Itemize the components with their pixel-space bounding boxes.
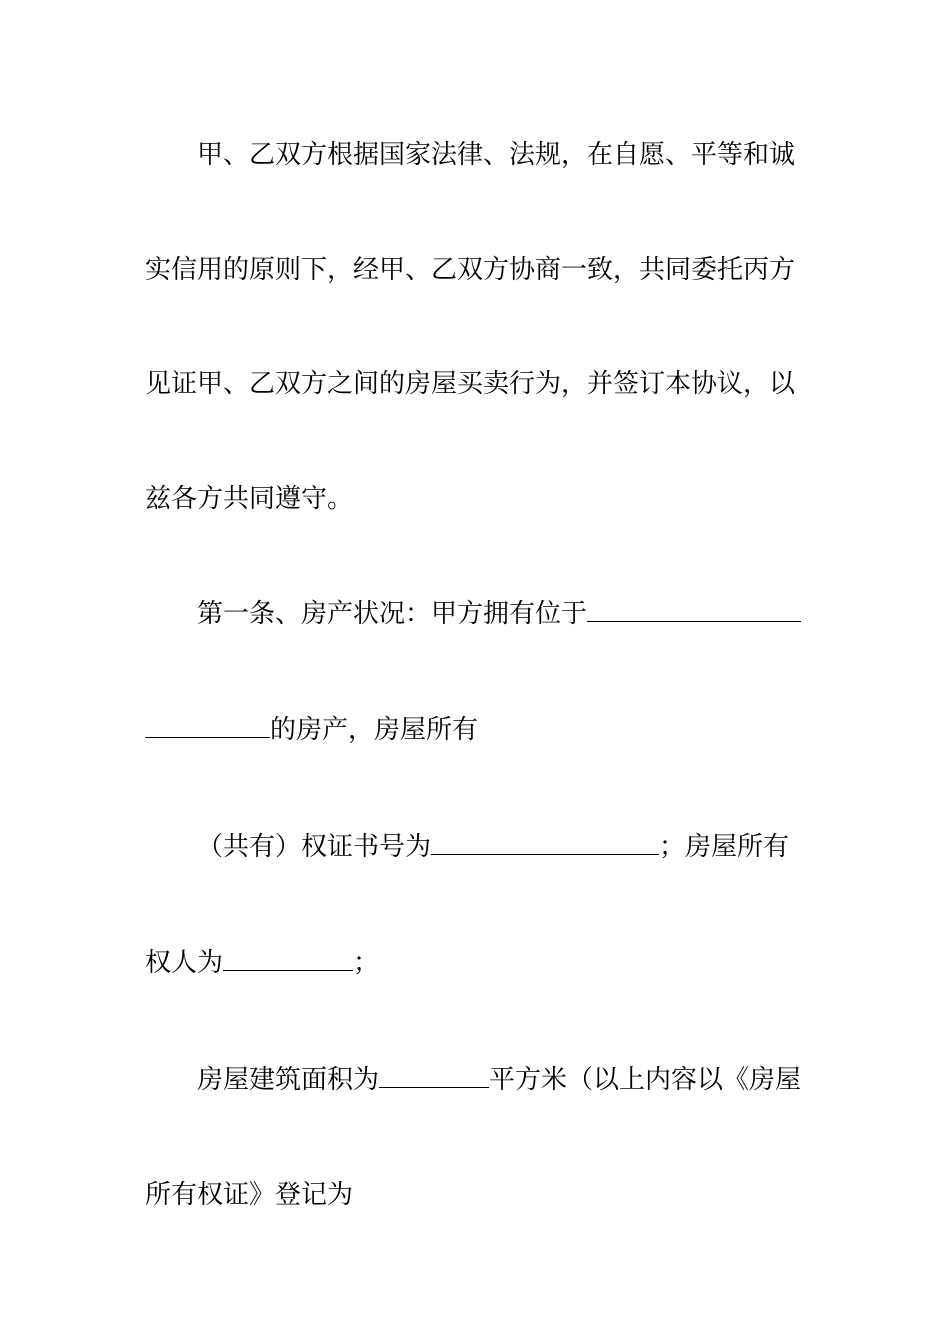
- article1-line-6: [145, 1175, 810, 1215]
- article1-text: 房屋建筑面积为: [197, 1065, 380, 1095]
- line-text: 甲、乙双方根据国家法律、法规，在自愿、平等和诚: [197, 140, 796, 170]
- article1-text: 所有权证》登记为: [145, 1180, 354, 1210]
- paragraph-line-2: [145, 250, 810, 290]
- article1-text: ；: [353, 948, 380, 978]
- line-text: 实信用的原则下，经甲、乙双方协商一致，共同委托丙方: [145, 255, 796, 285]
- article1-text: 平方米（以上内容以《房屋: [489, 1065, 802, 1095]
- article1-text: 的房产，房屋所有: [270, 715, 479, 745]
- article1-line-3: [145, 827, 862, 867]
- floor-area-blank[interactable]: [379, 1061, 489, 1088]
- article1-line-4: [145, 943, 810, 983]
- paragraph-line-4: [145, 479, 810, 519]
- article1-text: （共有）权证书号为: [197, 832, 432, 862]
- owner-name-blank[interactable]: [223, 944, 353, 971]
- article1-line-1: [145, 594, 862, 634]
- certificate-number-blank[interactable]: [431, 828, 659, 855]
- article1-text: ；房屋所有: [659, 832, 790, 862]
- line-text: 见证甲、乙双方之间的房屋买卖行为，并签订本协议，以: [145, 369, 796, 399]
- article1-line-5: [145, 1060, 862, 1100]
- article1-line-2: [145, 710, 810, 750]
- line-text: 兹各方共同遵守。: [145, 484, 354, 514]
- article1-text: 权人为: [145, 948, 224, 978]
- paragraph-line-3: [145, 364, 810, 404]
- article1-text: 第一条、房产状况：甲方拥有位于: [197, 599, 588, 629]
- paragraph-line-1: [145, 135, 862, 175]
- location-blank-continued[interactable]: [145, 711, 270, 738]
- location-blank[interactable]: [587, 595, 801, 622]
